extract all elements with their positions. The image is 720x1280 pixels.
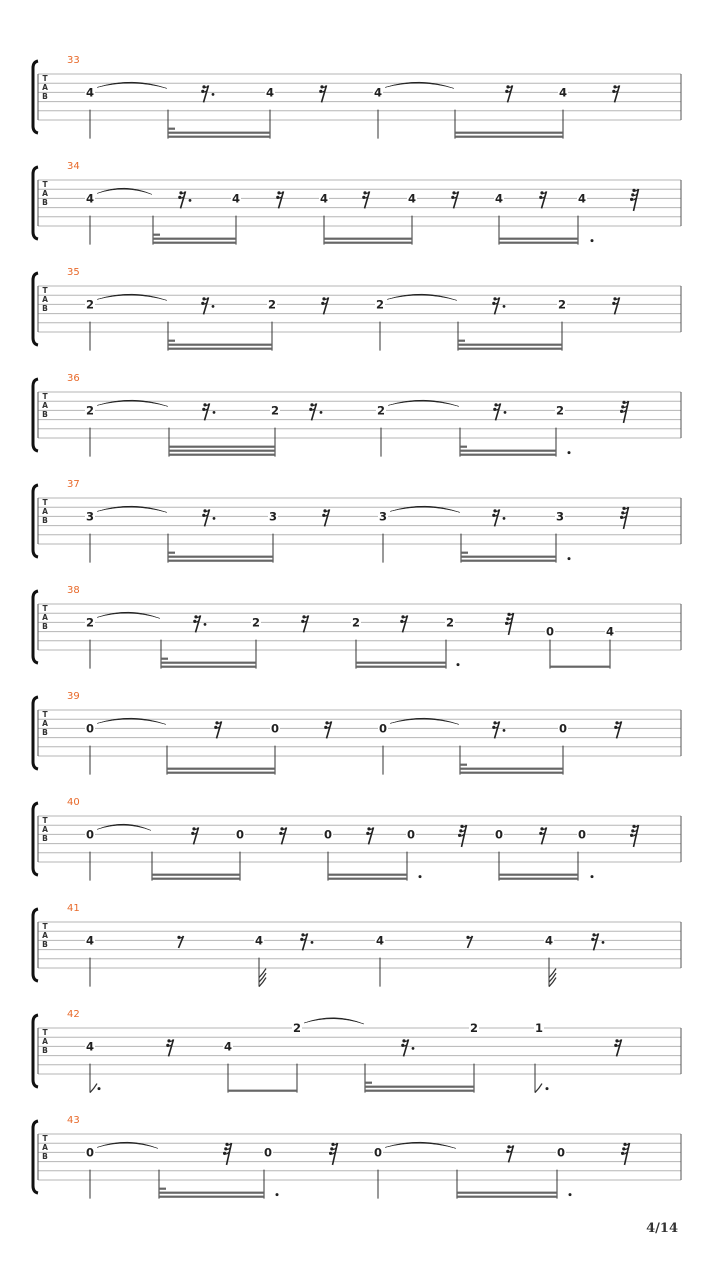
fret-number: 4 (319, 191, 329, 206)
rest-symbol (539, 827, 546, 844)
beam (161, 662, 256, 664)
tab-clef-letter: T (42, 74, 48, 83)
rest-symbol (214, 721, 221, 738)
rest-symbol (612, 85, 619, 102)
tab-clef-letter: B (42, 516, 48, 525)
tab-clef-letter: A (42, 189, 48, 198)
tab-clef-letter: T (42, 816, 48, 825)
system-bracket (33, 61, 38, 133)
rest-symbol (506, 1145, 513, 1162)
fret-number: 4 (85, 933, 95, 948)
beam (324, 242, 412, 244)
tab-system-37 (33, 479, 681, 563)
tab-system-33 (33, 55, 681, 139)
measure-number: 38 (67, 585, 80, 596)
beam (460, 768, 563, 770)
tab-clef-letter: A (42, 1143, 48, 1152)
tab-system-39 (33, 691, 681, 775)
fret-number: 2 (445, 615, 455, 630)
rest-symbol (493, 403, 506, 420)
rest-symbol (166, 1039, 173, 1056)
fret-number: 0 (373, 1145, 383, 1160)
tab-clef-letter: B (42, 940, 48, 949)
fret-number: 4 (544, 933, 554, 948)
rhythm-dot (98, 1087, 101, 1090)
fret-number: 0 (494, 827, 504, 842)
beam (365, 1086, 474, 1088)
tab-clef-letter: A (42, 613, 48, 622)
fret-number: 4 (223, 1039, 233, 1054)
tab-clef-letter: A (42, 507, 48, 516)
tab-clef-letter: A (42, 295, 48, 304)
tab-system-36 (33, 373, 681, 457)
rhythm-dot (546, 1087, 549, 1090)
system-bracket (33, 803, 38, 875)
rest-symbol (591, 933, 604, 950)
rest-symbol (492, 509, 505, 526)
rhythm-dot (569, 1193, 572, 1196)
beam (167, 768, 275, 770)
rest-symbol (492, 297, 505, 314)
system-bracket (33, 591, 38, 663)
beam-stub (161, 658, 168, 660)
tab-clef-letter: B (42, 1046, 48, 1055)
beam (168, 560, 273, 562)
fret-number: 0 (270, 721, 280, 736)
note-flag (535, 1084, 542, 1093)
fret-number: 4 (254, 933, 264, 948)
fret-number: 2 (375, 297, 385, 312)
rest-symbol (614, 721, 621, 738)
system-bracket (33, 1015, 38, 1087)
rest-symbol (505, 85, 512, 102)
beam (153, 242, 236, 244)
fret-number: 2 (251, 615, 261, 630)
beam-stub (159, 1188, 166, 1190)
beam-stub (168, 128, 175, 130)
beam (461, 560, 556, 562)
rest-symbol (614, 1039, 621, 1056)
beam (455, 132, 563, 134)
rest-symbol (201, 85, 214, 102)
rhythm-dot (457, 663, 460, 666)
tab-clef-letter: B (42, 198, 48, 207)
fret-number: 4 (605, 624, 615, 639)
tab-system-35 (33, 267, 681, 351)
rest-symbol (324, 721, 331, 738)
rest-symbol (309, 403, 322, 420)
tab-clef-letter: T (42, 922, 48, 931)
tie-arc (304, 1018, 364, 1024)
system-bracket (33, 273, 38, 345)
rest-symbol (492, 721, 505, 738)
measure-number: 39 (67, 691, 80, 702)
fret-number: 4 (85, 85, 95, 100)
note-flag (90, 1084, 97, 1093)
rest-symbol (191, 827, 198, 844)
beam (169, 450, 275, 452)
beam (168, 132, 270, 134)
fret-number: 1 (534, 1021, 544, 1035)
beam (460, 450, 556, 452)
beam (168, 348, 272, 350)
fret-number: 4 (265, 85, 275, 100)
rest-symbol (451, 191, 458, 208)
fret-number: 0 (85, 827, 95, 842)
system-bracket (33, 909, 38, 981)
beam (159, 1196, 264, 1198)
rhythm-dot (419, 875, 422, 878)
rest-symbol (321, 297, 328, 314)
fret-number: 0 (545, 624, 555, 639)
fret-number: 2 (469, 1021, 479, 1035)
rest-symbol (319, 85, 326, 102)
tab-system-40 (33, 797, 681, 881)
beam-stub (458, 340, 465, 342)
tab-clef-letter: T (42, 180, 48, 189)
measure-number: 36 (67, 373, 80, 384)
measure-number: 33 (67, 55, 80, 66)
rest-symbol (177, 936, 183, 948)
rest-symbol (276, 191, 283, 208)
beam (550, 666, 610, 668)
rhythm-dot (568, 451, 571, 454)
fret-number: 3 (268, 509, 278, 524)
fret-number: 4 (558, 85, 568, 100)
rhythm-dot (568, 557, 571, 560)
fret-number: 2 (555, 403, 565, 418)
tab-clef-letter: A (42, 401, 48, 410)
beam-stub (460, 764, 467, 766)
fret-number: 2 (85, 615, 95, 630)
beam (153, 238, 236, 240)
beam (356, 662, 446, 664)
fret-number: 3 (378, 509, 388, 524)
beam (168, 344, 272, 346)
fret-number: 3 (555, 509, 565, 524)
fret-number: 0 (558, 721, 568, 736)
rest-symbol (539, 191, 546, 208)
rest-symbol (178, 191, 191, 208)
beam (460, 772, 563, 774)
fret-number: 4 (407, 191, 417, 206)
fret-number: 0 (85, 1145, 95, 1160)
fret-number: 2 (85, 297, 95, 312)
beam (161, 666, 256, 668)
rest-symbol (300, 933, 313, 950)
beam (328, 874, 407, 876)
tab-clef-letter: A (42, 83, 48, 92)
rest-symbol (301, 615, 308, 632)
beam (457, 1192, 557, 1194)
beam (169, 454, 275, 456)
tab-clef-letter: T (42, 710, 48, 719)
fret-number: 4 (85, 1039, 95, 1054)
rest-symbol (401, 1039, 414, 1056)
beam (168, 136, 270, 138)
rest-symbol (202, 403, 215, 420)
measure-number: 35 (67, 267, 80, 278)
rest-symbol (366, 827, 373, 844)
tab-clef-letter: T (42, 286, 48, 295)
beam-stub (168, 552, 175, 554)
beam (499, 238, 578, 240)
fret-number: 4 (375, 933, 385, 948)
tab-clef-letter: B (42, 304, 48, 313)
tab-clef-letter: T (42, 1028, 48, 1037)
beam (168, 556, 273, 558)
fret-number: 0 (577, 827, 587, 842)
tab-clef-letter: B (42, 728, 48, 737)
beam (458, 348, 562, 350)
measure-number: 43 (67, 1115, 80, 1126)
fret-number: 0 (556, 1145, 566, 1160)
tab-clef-letter: B (42, 622, 48, 631)
beam (460, 454, 556, 456)
beam-stub (153, 234, 160, 236)
beam (365, 1090, 474, 1092)
measure-number: 42 (67, 1009, 80, 1020)
tab-clef-letter: A (42, 931, 48, 940)
fret-number: 0 (263, 1145, 273, 1160)
tab-clef-letter: B (42, 92, 48, 101)
fret-number: 2 (270, 403, 280, 418)
fret-number: 2 (376, 403, 386, 418)
fret-number: 2 (292, 1021, 302, 1035)
tab-system-42 (33, 1009, 681, 1093)
measure-number: 41 (67, 903, 80, 914)
fret-number: 3 (85, 509, 95, 524)
system-bracket (33, 697, 38, 769)
fret-number: 4 (494, 191, 504, 206)
beam (159, 1192, 264, 1194)
beam (152, 878, 240, 880)
system-bracket (33, 485, 38, 557)
rhythm-dot (591, 239, 594, 242)
fret-number: 0 (235, 827, 245, 842)
note-flag (259, 969, 266, 978)
beam (499, 878, 578, 880)
beam (458, 344, 562, 346)
measure-number: 34 (67, 161, 80, 172)
fret-number: 2 (351, 615, 361, 630)
system-bracket (33, 379, 38, 451)
tab-system-43 (33, 1115, 681, 1199)
beam (152, 874, 240, 876)
beam (324, 238, 412, 240)
page-number: 4/14 (646, 1221, 678, 1236)
beam (455, 136, 563, 138)
beam-stub (168, 340, 175, 342)
tab-clef-letter: T (42, 604, 48, 613)
fret-number: 2 (557, 297, 567, 312)
tab-clef-letter: B (42, 834, 48, 843)
tab-clef-letter: B (42, 1152, 48, 1161)
tab-clef-letter: T (42, 392, 48, 401)
tab-clef-letter: T (42, 498, 48, 507)
beam (228, 1090, 297, 1092)
beam (457, 1196, 557, 1198)
fret-number: 2 (267, 297, 277, 312)
beam (356, 666, 446, 668)
tab-clef-letter: A (42, 1037, 48, 1046)
tab-system-41 (33, 903, 681, 987)
measure-number: 37 (67, 479, 80, 490)
fret-number: 0 (85, 721, 95, 736)
fret-number: 2 (85, 403, 95, 418)
system-bracket (33, 167, 38, 239)
rest-symbol (612, 297, 619, 314)
tab-clef-letter: B (42, 410, 48, 419)
note-flag (549, 969, 556, 978)
beam (169, 446, 275, 448)
fret-number: 4 (231, 191, 241, 206)
beam (328, 878, 407, 880)
rest-symbol (322, 509, 329, 526)
beam-stub (460, 446, 467, 448)
rest-symbol (201, 297, 214, 314)
fret-number: 4 (577, 191, 587, 206)
beam-stub (461, 552, 468, 554)
fret-number: 0 (406, 827, 416, 842)
tab-clef-letter: A (42, 825, 48, 834)
fret-number: 4 (85, 191, 95, 206)
beam (461, 556, 556, 558)
rest-symbol (193, 615, 206, 632)
rest-symbol (466, 936, 472, 948)
fret-number: 0 (323, 827, 333, 842)
rest-symbol (202, 509, 215, 526)
fret-number: 0 (378, 721, 388, 736)
rest-symbol (400, 615, 407, 632)
tab-clef-letter: A (42, 719, 48, 728)
beam (499, 242, 578, 244)
system-bracket (33, 1121, 38, 1193)
tab-system-34 (33, 161, 681, 245)
rhythm-dot (276, 1193, 279, 1196)
fret-number: 4 (373, 85, 383, 100)
rest-symbol (362, 191, 369, 208)
rest-symbol (279, 827, 286, 844)
beam (499, 874, 578, 876)
beam-stub (365, 1082, 372, 1084)
tab-clef-letter: T (42, 1134, 48, 1143)
tab-system-38 (33, 585, 681, 669)
measure-number: 40 (67, 797, 80, 808)
rhythm-dot (591, 875, 594, 878)
beam (167, 772, 275, 774)
